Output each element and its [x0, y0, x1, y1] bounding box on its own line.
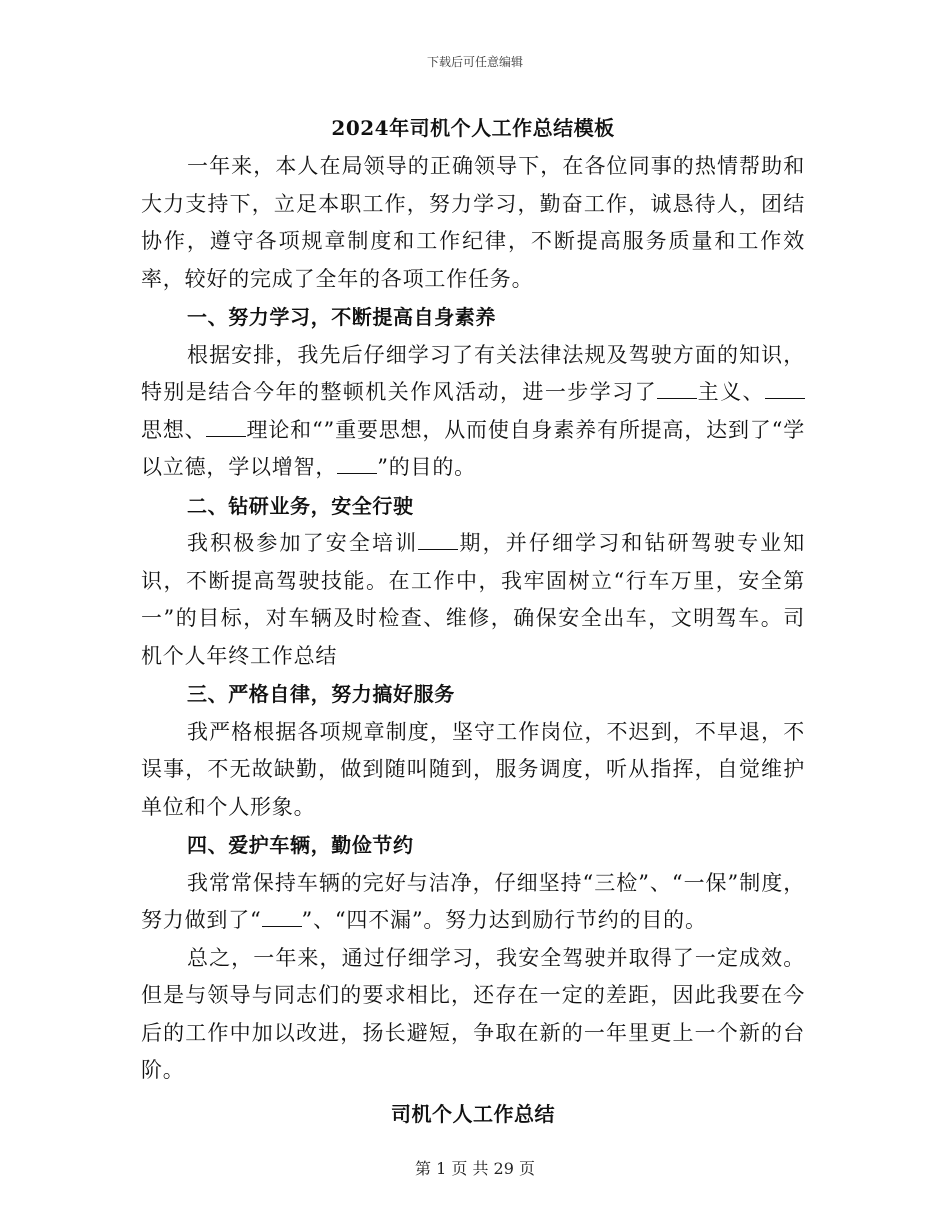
section-heading-3: 三、严格自律，努力搞好服务: [187, 682, 455, 706]
section-paragraph-3: 我严格根据各项规章制度，坚守工作岗位，不迟到，不早退，不误事，不无故缺勤，做到随叫随到，服务调度，听从指挥，自觉维护单位和个人形象。: [141, 719, 805, 819]
next-section-title: 司机个人工作总结: [391, 1101, 555, 1126]
text-run: 理论和“”重要思想，从而使自身素养有所提高，达到了“学以立德，学以增智，: [141, 417, 805, 479]
page-header: 下载后可任意编辑: [426, 55, 523, 69]
fill-blank: [418, 531, 458, 550]
section-heading-2: 二、钻研业务，安全行驶: [187, 493, 414, 518]
text-run: 我常常保持车辆的完好与洁净，仔细坚持“三检”、“一保”制度，努力做到了“: [141, 870, 805, 932]
fill-blank: [337, 455, 377, 474]
text-run: 我积极参加了安全培训: [187, 531, 419, 555]
conclusion-paragraph: 总之，一年来，通过仔细学习，我安全驾驶并取得了一定成效。但是与领导与同志们的要求相比，还存在一定的差距，因此我要在今后的工作中加以改进，扬长避短，争取在新的一年里更上一个新的台阶。: [141, 945, 805, 1082]
section-heading-1: 一、努力学习，不断提高自身素养: [187, 305, 496, 329]
document-title: 2024年司机个人工作总结模板: [331, 116, 615, 140]
text-run: ”、“四不漏”。努力达到励行节约的目的。: [301, 908, 707, 932]
fill-blank: [765, 380, 805, 399]
section-paragraph-4: [141, 865, 805, 940]
section-paragraph-1: [141, 337, 805, 487]
fill-blank: [206, 418, 246, 437]
document-page: [141, 108, 805, 1134]
fill-blank: [262, 908, 302, 927]
text-run: 思想、: [141, 417, 207, 442]
fill-blank: [657, 380, 697, 399]
text-run: 期，并仔细学习和钻研驾驶专业知识，不断提高驾驶技能。在工作中，我牢固树立“行车万里，安全第一”的目标，对车辆及时检查、维修，确保安全出车，文明驾车。司机个人年终工作总结: [141, 531, 806, 668]
section-paragraph-2: [141, 525, 805, 675]
text-run: 主义、: [697, 380, 765, 404]
page-number: 第 1 页 共 29 页: [415, 1159, 535, 1178]
section-heading-4: 四、爱护车辆，勤俭节约: [187, 833, 414, 857]
text-run: 根据安排，我先后仔细学习了有关法律法规及驾驶方面的知识，特别是结合今年的整顿机关作风活动，进一步学习了: [141, 342, 805, 404]
intro-paragraph: 一年来，本人在局领导的正确领导下，在各位同事的热情帮助和大力支持下，立足本职工作，努力学习，勤奋工作，诚恳待人，团结协作，遵守各项规章制度和工作纪律，不断提高服务质量和工作效率，较好的完成了全年的各项工作任务。: [141, 154, 805, 291]
text-run: ”的目的。: [377, 455, 476, 479]
